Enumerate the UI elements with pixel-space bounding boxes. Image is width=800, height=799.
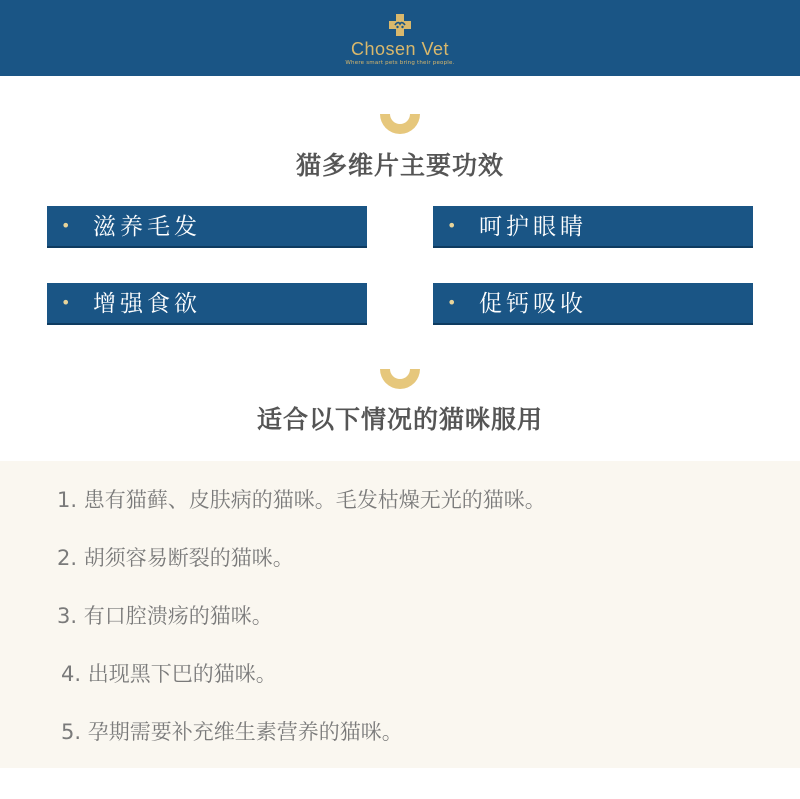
bullet-icon: •: [447, 293, 457, 312]
benefit-card: [47, 283, 367, 325]
benefit-card: [433, 283, 753, 325]
gold-arc-icon: [377, 369, 423, 393]
benefit-label: 呵护眼睛: [479, 214, 587, 240]
list-item: 5. 孕期需要补充维生素营养的猫咪。: [61, 720, 403, 744]
suitable-title: 适合以下情况的猫咪服用: [256, 405, 543, 434]
bullet-icon: •: [447, 216, 457, 235]
suitable-list-panel: [0, 461, 800, 768]
bullet-icon: •: [61, 293, 71, 312]
list-item: 2. 胡须容易断裂的猫咪。: [57, 546, 294, 570]
list-item: 1. 患有猫藓、皮肤病的猫咪。毛发枯燥无光的猫咪。: [57, 488, 546, 512]
gold-arc-icon: [377, 114, 423, 138]
benefit-label: 滋养毛发: [93, 214, 201, 240]
benefit-card: [433, 206, 753, 248]
benefit-label: 促钙吸收: [479, 291, 587, 317]
benefits-title: 猫多维片主要功效: [295, 151, 504, 180]
bullet-icon: •: [61, 216, 71, 235]
list-item: 3. 有口腔溃疡的猫咪。: [57, 604, 273, 628]
vet-cross-icon: [387, 12, 413, 38]
benefit-card: [47, 206, 367, 248]
brand-logo[interactable]: [0, 8, 800, 72]
benefit-label: 增强食欲: [93, 291, 201, 317]
brand-tagline: Where smart pets bring their people.: [345, 60, 455, 66]
header-bar: [0, 0, 800, 76]
list-item: 4. 出现黑下巴的猫咪。: [61, 662, 277, 686]
brand-name: Chosen Vet: [350, 39, 450, 59]
